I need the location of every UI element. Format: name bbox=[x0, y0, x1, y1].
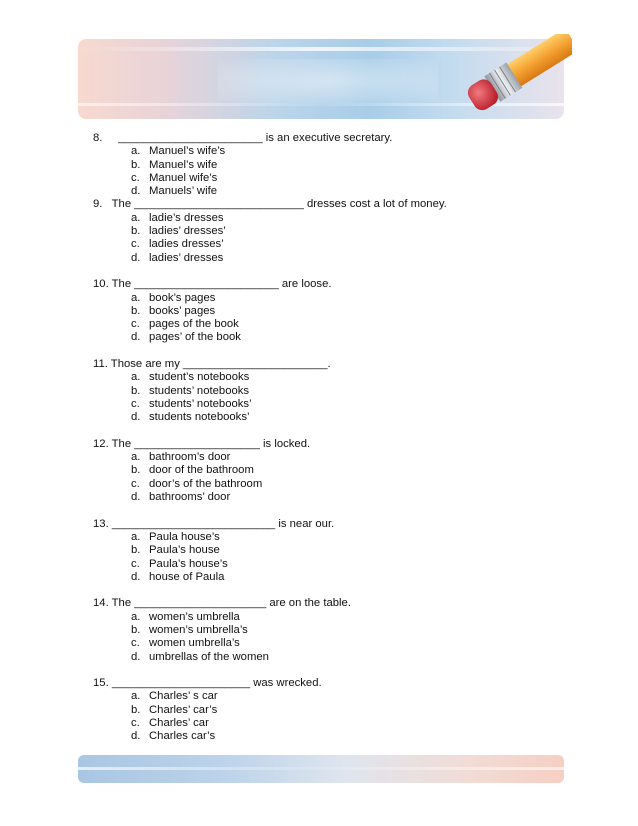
option-b: b. Manuel’s wife bbox=[131, 158, 218, 171]
option-b: b. ladies’ dresses’ bbox=[131, 225, 226, 238]
question-stem: 11. Those are my _______________________. bbox=[93, 358, 331, 371]
question-stem: 10. The _______________________ are loose. bbox=[93, 278, 332, 291]
question-14 bbox=[93, 597, 563, 663]
option-b: b. students’ notebooks bbox=[131, 384, 250, 397]
option-d: d. pages’ of the book bbox=[131, 331, 241, 344]
answer-options bbox=[93, 531, 563, 584]
worksheet-content bbox=[93, 132, 563, 744]
answer-options bbox=[93, 451, 563, 504]
question-12 bbox=[93, 438, 563, 504]
answer-options bbox=[93, 690, 563, 743]
option-a: a. ladie’s dresses bbox=[131, 211, 224, 224]
option-c: c. pages of the book bbox=[131, 318, 239, 331]
answer-options bbox=[93, 611, 563, 664]
option-d: d. Charles car’s bbox=[131, 730, 216, 743]
option-b: b. books’ pages bbox=[131, 304, 216, 317]
question-10 bbox=[93, 278, 563, 344]
option-a: a. Charles’ s car bbox=[131, 690, 218, 703]
option-b: b. women’s umbrella’s bbox=[131, 623, 248, 636]
footer-stripe bbox=[78, 767, 564, 770]
header-glow bbox=[218, 59, 438, 103]
option-c: c. Paula’s house’s bbox=[131, 557, 228, 570]
footer-banner bbox=[78, 755, 564, 783]
option-c: c. ladies dresses’ bbox=[131, 238, 224, 251]
question-11 bbox=[93, 358, 563, 424]
option-d: d. house of Paula bbox=[131, 570, 225, 583]
pencil-icon bbox=[452, 34, 572, 124]
option-a: a. Manuel’s wife’s bbox=[131, 145, 226, 158]
option-d: d. students notebooks’ bbox=[131, 411, 250, 424]
option-d: d. umbrellas of the women bbox=[131, 650, 269, 663]
option-a: a. Paula house’s bbox=[131, 530, 220, 543]
question-13 bbox=[93, 518, 563, 584]
question-stem: 15. ______________________ was wrecked. bbox=[93, 677, 322, 690]
option-c: c. students’ notebooks’ bbox=[131, 397, 252, 410]
question-stem: 12. The ____________________ is locked. bbox=[93, 437, 311, 450]
question-stem: 13. __________________________ is near our. bbox=[93, 517, 335, 530]
option-d: d. ladies’ dresses bbox=[131, 251, 224, 264]
question-8 bbox=[93, 132, 563, 198]
option-c: c. door’s of the bathroom bbox=[131, 477, 263, 490]
option-b: b. Paula’s house bbox=[131, 544, 220, 557]
answer-options bbox=[93, 292, 563, 345]
option-b: b. door of the bathroom bbox=[131, 464, 254, 477]
question-stem: 14. The _____________________ are on the table. bbox=[93, 597, 351, 610]
answer-options bbox=[93, 212, 563, 265]
option-a: a. women’s umbrella bbox=[131, 610, 240, 623]
option-b: b. Charles’ car’s bbox=[131, 703, 218, 716]
option-a: a. student’s notebooks bbox=[131, 371, 250, 384]
answer-options bbox=[93, 145, 563, 198]
option-c: c. Manuel wife’s bbox=[131, 171, 218, 184]
option-c: c. Charles’ car bbox=[131, 717, 209, 730]
option-a: a. bathroom’s door bbox=[131, 451, 231, 464]
answer-options bbox=[93, 371, 563, 424]
option-d: d. Manuels’ wife bbox=[131, 185, 218, 198]
question-15 bbox=[93, 677, 563, 743]
option-c: c. women umbrella’s bbox=[131, 637, 240, 650]
question-stem: 8. _______________________ is an executive secretary. bbox=[93, 132, 393, 144]
question-stem: 9. The ___________________________ dresses cost a lot of money. bbox=[93, 198, 447, 211]
option-d: d. bathrooms’ door bbox=[131, 491, 231, 504]
option-a: a. book’s pages bbox=[131, 291, 216, 304]
question-9 bbox=[93, 198, 563, 264]
